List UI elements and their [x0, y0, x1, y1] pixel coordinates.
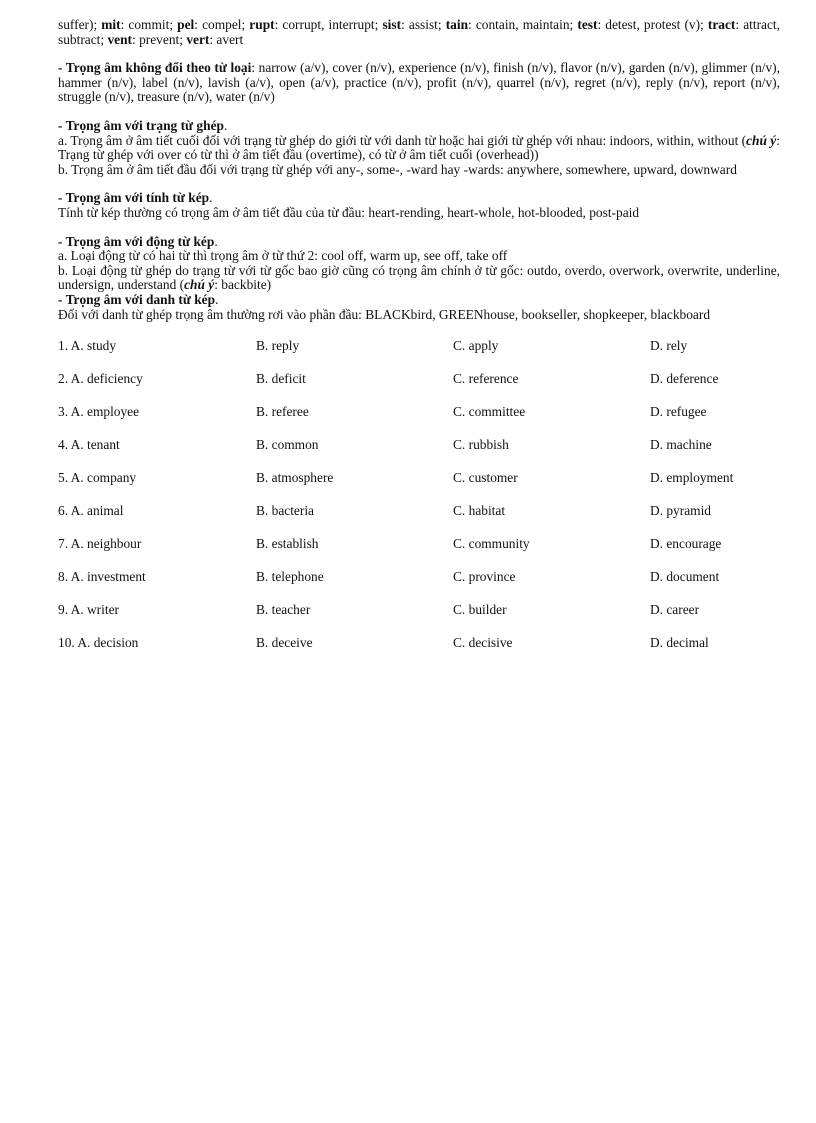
- root-term: sist: [382, 17, 402, 32]
- heading-period: .: [223, 117, 228, 133]
- adjective-heading: [58, 191, 780, 206]
- option-c: C. habitat: [453, 503, 506, 519]
- question-row: [58, 537, 780, 570]
- option-d: D. employment: [650, 470, 734, 486]
- question-row: [58, 438, 780, 471]
- root-example: : corrupt, interrupt;: [274, 17, 383, 32]
- root-example: : attract, subtract;: [58, 17, 780, 47]
- option-b: B. deceive: [256, 635, 313, 651]
- adjective-rule: Tính từ kép thường có trọng âm ở âm tiết đầu của từ đầu: heart-rending, heart-whole, hot-blooded, post-paid: [58, 204, 640, 220]
- question-row: [58, 471, 780, 504]
- rule-text: : Trạng từ ghép với over có từ thì ở âm tiết đầu (overtime), có từ ở âm tiết cuối (overhead)): [58, 132, 780, 163]
- option-a: 8. A. investment: [58, 569, 146, 585]
- verb-rule-a: a. Loại động từ có hai từ thì trọng âm ở từ thứ 2: cool off, warm up, see off, take off: [58, 248, 508, 264]
- noun-rule: Đối với danh từ ghép trọng âm thường rơi vào phần đầu: BLACKbird, GREENhouse, bookseller, shopkeeper, blackboard: [58, 306, 711, 322]
- root-example: : avert: [209, 31, 244, 47]
- option-c: C. customer: [453, 470, 518, 486]
- root-term: vert: [186, 31, 210, 47]
- option-d: D. encourage: [650, 536, 722, 552]
- verb-heading: [58, 235, 780, 250]
- option-c: C. rubbish: [453, 437, 509, 453]
- root-term: tract: [707, 17, 736, 32]
- option-d: D. pyramid: [650, 503, 711, 519]
- heading-period: .: [215, 291, 219, 307]
- exercise-list: [58, 339, 780, 669]
- roots-paragraph: [58, 18, 780, 47]
- root-term: vent: [107, 31, 133, 47]
- option-c: C. province: [453, 569, 516, 585]
- roots-lead: suffer);: [58, 17, 102, 32]
- root-term: rupt: [249, 17, 275, 32]
- adverb-rule-a: [58, 134, 780, 163]
- root-example: : prevent;: [132, 31, 187, 47]
- option-c: C. decisive: [453, 635, 513, 651]
- option-a: 2. A. deficiency: [58, 371, 143, 387]
- rule-text: : backbite): [214, 277, 272, 293]
- option-b: B. deficit: [256, 371, 306, 387]
- option-a: 5. A. company: [58, 470, 137, 486]
- option-b: B. telephone: [256, 569, 324, 585]
- option-c: C. community: [453, 536, 530, 552]
- option-d: D. career: [650, 602, 700, 618]
- root-example: : detest, protest (v);: [597, 17, 708, 32]
- option-d: D. document: [650, 569, 720, 585]
- heading-period: .: [214, 233, 218, 249]
- rule-text: b. Loại động từ ghép do trạng từ với từ gốc bao giờ cũng có trọng âm chính ở từ gốc: outdo, overdo, overwork, overwrite, underline, undersign, understand (: [58, 262, 780, 293]
- noun-heading: [58, 293, 780, 308]
- option-a: 3. A. employee: [58, 404, 140, 420]
- note-label: chú ý: [746, 132, 777, 148]
- option-b: B. bacteria: [256, 503, 314, 519]
- unchanged-stress-paragraph: [58, 61, 780, 105]
- adverb-rule-b: b. Trọng âm ở âm tiết đầu đối với trạng từ ghép với any-, some-, -ward hay -wards: anywhere, somewhere, upward, downward: [58, 161, 737, 177]
- section-heading: - Trọng âm với trạng từ ghép: [58, 117, 224, 133]
- root-term: test: [577, 17, 598, 32]
- section-heading: - Trọng âm với tính từ kép: [58, 190, 210, 206]
- option-d: D. refugee: [650, 404, 707, 420]
- option-d: D. decimal: [650, 635, 709, 651]
- option-a: 4. A. tenant: [58, 437, 120, 453]
- option-a: 10. A. decision: [58, 635, 139, 651]
- note-label: chú ý: [184, 277, 215, 293]
- root-example: : compel;: [194, 17, 250, 32]
- root-term: tain: [445, 17, 469, 32]
- section-heading: - Trọng âm không đổi theo từ loại: [58, 60, 252, 76]
- option-a: 1. A. study: [58, 338, 117, 354]
- section-text: : narrow (a/v), cover (n/v), experience (n/v), finish (n/v), flavor (n/v), garden (n/v), glimmer (n/v), hammer (n/v), label (n/v), lavish (a/v), open (a/v), practice (n/v), profit (n/v), quarrel (n/v), regret (n/v), reply (n/v), report (n/v), struggle (n/v), treasure (n/v), water (n/v): [58, 60, 780, 105]
- root-term: mit: [101, 17, 121, 32]
- root-example: : contain, maintain;: [468, 17, 578, 32]
- section-heading: - Trọng âm với danh từ kép: [58, 291, 216, 307]
- root-term: pel: [177, 17, 195, 32]
- document-page: [58, 18, 780, 669]
- option-d: D. deference: [650, 371, 719, 387]
- option-b: B. referee: [256, 404, 309, 420]
- adverb-heading: [58, 119, 780, 134]
- option-b: B. common: [256, 437, 319, 453]
- option-c: C. reference: [453, 371, 519, 387]
- question-row: [58, 636, 780, 669]
- option-a: 6. A. animal: [58, 503, 124, 519]
- verb-rule-b: [58, 264, 780, 293]
- option-b: B. teacher: [256, 602, 311, 618]
- question-row: [58, 570, 780, 603]
- option-d: D. machine: [650, 437, 712, 453]
- option-b: B. atmosphere: [256, 470, 334, 486]
- section-heading: - Trọng âm với động từ kép: [58, 233, 215, 249]
- heading-period: .: [209, 190, 213, 206]
- option-b: B. reply: [256, 338, 300, 354]
- question-row: [58, 372, 780, 405]
- option-b: B. establish: [256, 536, 319, 552]
- option-a: 7. A. neighbour: [58, 536, 142, 552]
- rule-text: a. Trọng âm ở âm tiết cuối đối với trạng từ ghép do giới từ với danh từ hoặc hai giới từ ghép với nhau: indoors, within, without (: [58, 132, 747, 148]
- root-example: : assist;: [401, 17, 446, 32]
- option-c: C. apply: [453, 338, 499, 354]
- option-c: C. committee: [453, 404, 526, 420]
- option-c: C. builder: [453, 602, 507, 618]
- option-d: D. rely: [650, 338, 688, 354]
- question-row: [58, 504, 780, 537]
- question-row: [58, 603, 780, 636]
- question-row: [58, 339, 780, 372]
- question-row: [58, 405, 780, 438]
- root-example: : commit;: [120, 17, 178, 32]
- option-a: 9. A. writer: [58, 602, 119, 618]
